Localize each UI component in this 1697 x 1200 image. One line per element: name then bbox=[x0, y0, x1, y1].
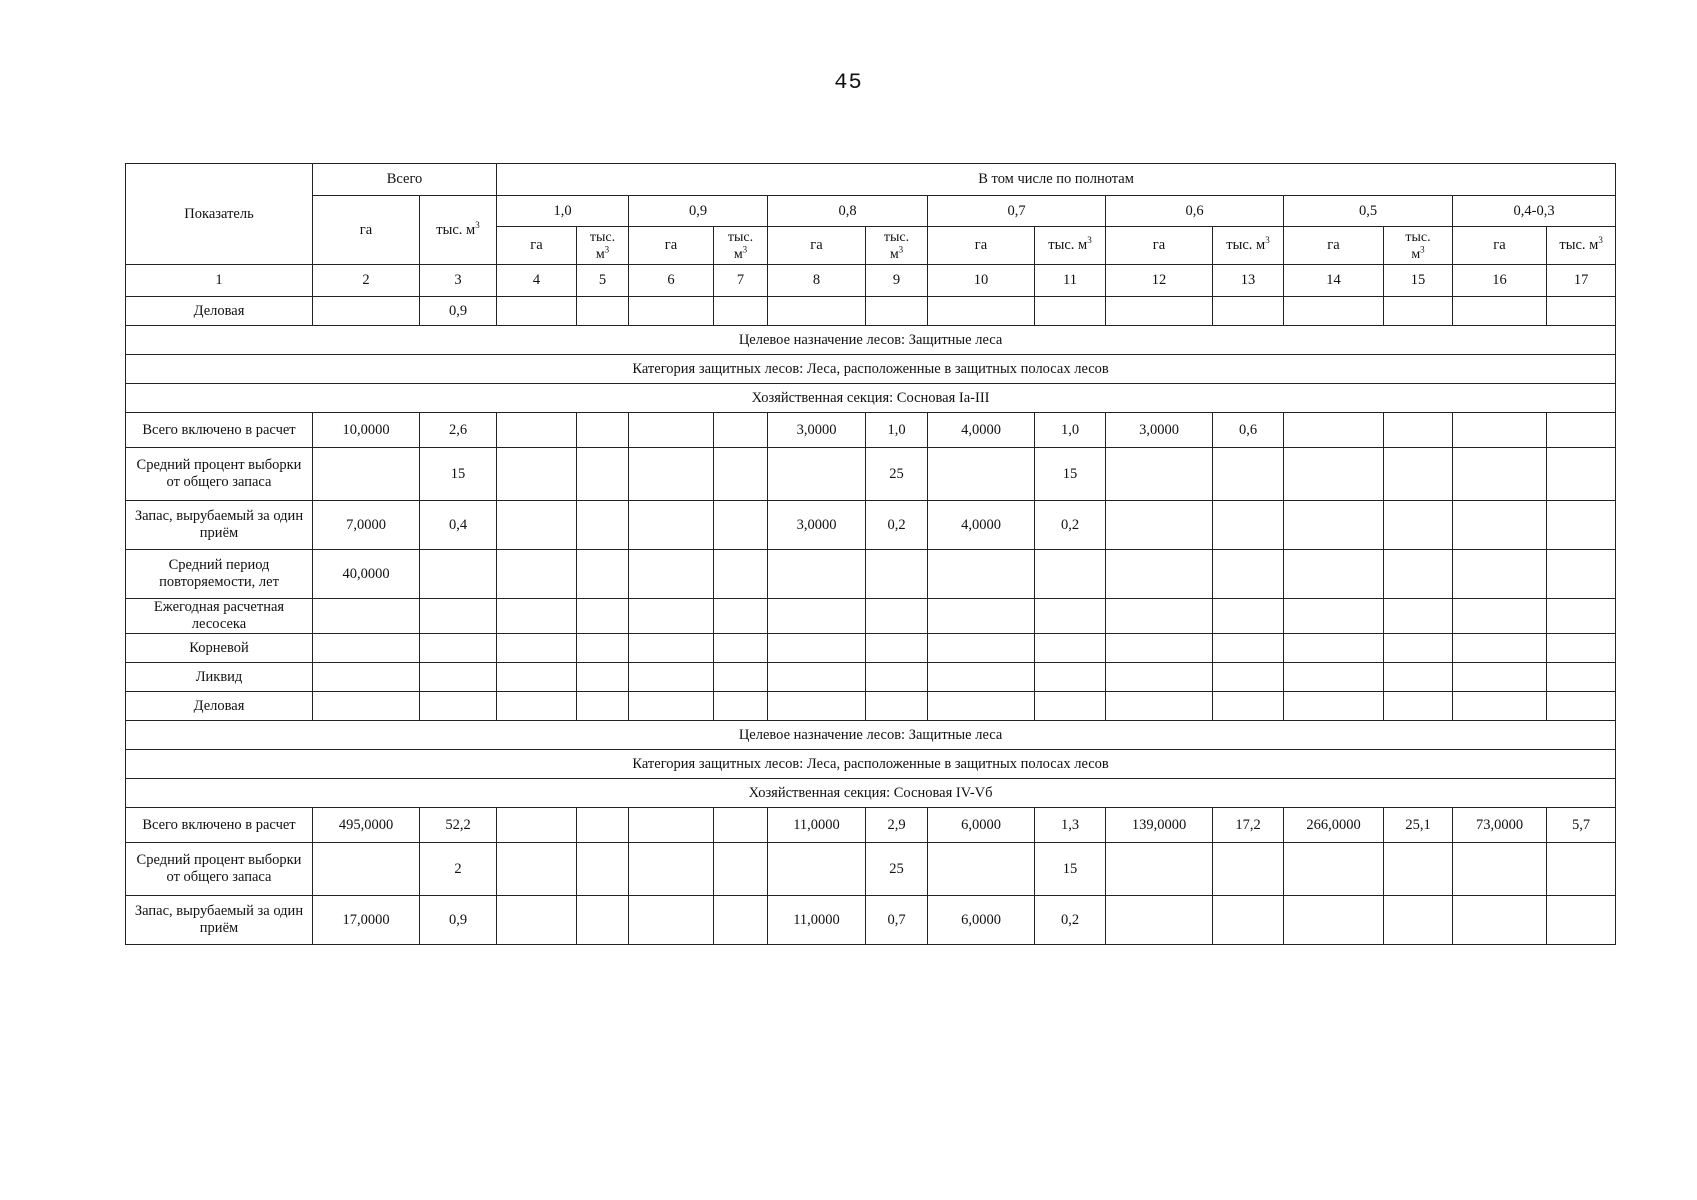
table-cell bbox=[1284, 663, 1384, 692]
section-title: Целевое назначение лесов: Защитные леса bbox=[126, 721, 1616, 750]
table-cell bbox=[1284, 634, 1384, 663]
table-cell bbox=[577, 808, 629, 843]
table-row bbox=[126, 634, 1616, 663]
row-label: Ежегодная расчетная лесосека bbox=[126, 599, 313, 634]
table-cell: 15 bbox=[1035, 448, 1106, 501]
table-cell bbox=[1384, 501, 1453, 550]
section-title: Хозяйственная секция: Сосновая IV-Vб bbox=[126, 779, 1616, 808]
table-cell bbox=[629, 448, 714, 501]
table-cell bbox=[1453, 599, 1547, 634]
table-cell bbox=[928, 448, 1035, 501]
table-cell bbox=[629, 501, 714, 550]
unit-volume-header: тыс. $м^3$ bbox=[866, 227, 928, 265]
table-cell bbox=[629, 634, 714, 663]
table-cell bbox=[577, 843, 629, 896]
table-cell bbox=[1547, 413, 1616, 448]
table-cell: 52,2 bbox=[420, 808, 497, 843]
table-cell bbox=[1213, 550, 1284, 599]
row-label: Запас, вырубаемый за один приём bbox=[126, 896, 313, 945]
unit-ha-header: га bbox=[1453, 227, 1547, 265]
unit-ha-header: га bbox=[629, 227, 714, 265]
table-cell bbox=[1547, 297, 1616, 326]
table-cell bbox=[497, 634, 577, 663]
column-number: 5 bbox=[577, 265, 629, 297]
row-label: Деловая bbox=[126, 692, 313, 721]
table-cell bbox=[1213, 448, 1284, 501]
table-row bbox=[126, 896, 1616, 945]
table-cell bbox=[1035, 297, 1106, 326]
table-cell bbox=[1213, 599, 1284, 634]
density-header: 0,4-0,3 bbox=[1453, 196, 1616, 227]
table-cell bbox=[714, 808, 768, 843]
table-cell bbox=[1106, 448, 1213, 501]
density-header: 1,0 bbox=[497, 196, 629, 227]
table-cell: 25 bbox=[866, 448, 928, 501]
table-cell bbox=[577, 692, 629, 721]
table-cell bbox=[577, 599, 629, 634]
table-cell bbox=[497, 550, 577, 599]
table-cell bbox=[1453, 448, 1547, 501]
table-cell bbox=[1106, 550, 1213, 599]
page-number: 45 bbox=[834, 70, 863, 95]
table-cell bbox=[497, 896, 577, 945]
table-cell: 5,7 bbox=[1547, 808, 1616, 843]
table-cell bbox=[629, 663, 714, 692]
table-row bbox=[126, 550, 1616, 599]
table-cell bbox=[1213, 501, 1284, 550]
table-cell bbox=[1284, 843, 1384, 896]
table-cell bbox=[1106, 501, 1213, 550]
table-cell bbox=[928, 663, 1035, 692]
row-label: Деловая bbox=[126, 297, 313, 326]
table-cell bbox=[629, 297, 714, 326]
table-cell bbox=[577, 413, 629, 448]
table-cell bbox=[313, 634, 420, 663]
table-cell bbox=[866, 634, 928, 663]
table-cell: 40,0000 bbox=[313, 550, 420, 599]
table-cell bbox=[1106, 599, 1213, 634]
table-cell bbox=[629, 692, 714, 721]
table-cell bbox=[928, 843, 1035, 896]
table-cell bbox=[1453, 634, 1547, 663]
table-cell bbox=[1035, 663, 1106, 692]
table-cell bbox=[1213, 692, 1284, 721]
column-number: 7 bbox=[714, 265, 768, 297]
table-cell bbox=[497, 663, 577, 692]
table-cell bbox=[497, 599, 577, 634]
table-cell: 0,2 bbox=[866, 501, 928, 550]
table-cell bbox=[714, 692, 768, 721]
table-cell bbox=[866, 297, 928, 326]
table-cell bbox=[1213, 663, 1284, 692]
table-cell bbox=[1547, 634, 1616, 663]
column-number: 11 bbox=[1035, 265, 1106, 297]
table-cell bbox=[714, 896, 768, 945]
density-header: 0,5 bbox=[1284, 196, 1453, 227]
table-cell bbox=[928, 297, 1035, 326]
table-cell: 3,0000 bbox=[768, 501, 866, 550]
table-cell bbox=[1547, 663, 1616, 692]
table-cell: 0,9 bbox=[420, 896, 497, 945]
table-cell: 266,0000 bbox=[1284, 808, 1384, 843]
table-cell bbox=[629, 843, 714, 896]
section-row bbox=[126, 355, 1616, 384]
table-cell bbox=[1547, 599, 1616, 634]
table-cell: 0,2 bbox=[1035, 501, 1106, 550]
table-cell bbox=[1547, 843, 1616, 896]
table-cell: 495,0000 bbox=[313, 808, 420, 843]
column-number: 1 bbox=[126, 265, 313, 297]
table-cell bbox=[313, 663, 420, 692]
table-cell bbox=[1384, 448, 1453, 501]
table-cell: 0,6 bbox=[1213, 413, 1284, 448]
unit-volume-header: тыс. $м^3$ bbox=[577, 227, 629, 265]
unit-ha-header: га bbox=[497, 227, 577, 265]
table-cell bbox=[1284, 448, 1384, 501]
table-cell bbox=[577, 663, 629, 692]
table-cell bbox=[497, 808, 577, 843]
table-cell bbox=[1453, 843, 1547, 896]
table-cell bbox=[928, 634, 1035, 663]
table-cell bbox=[497, 692, 577, 721]
table-cell bbox=[1035, 599, 1106, 634]
table-cell bbox=[1213, 843, 1284, 896]
table-cell bbox=[1106, 896, 1213, 945]
table-cell bbox=[1547, 896, 1616, 945]
density-header: 0,9 bbox=[629, 196, 768, 227]
table-cell bbox=[1384, 413, 1453, 448]
table-cell bbox=[420, 550, 497, 599]
table-row bbox=[126, 843, 1616, 896]
table-cell bbox=[1547, 501, 1616, 550]
table-cell bbox=[866, 663, 928, 692]
section-row bbox=[126, 384, 1616, 413]
table-cell bbox=[928, 599, 1035, 634]
unit-volume-header: тыс. $м^3$ bbox=[1547, 227, 1616, 265]
unit-volume-header: тыс. $м^3$ bbox=[1213, 227, 1284, 265]
table-cell bbox=[714, 413, 768, 448]
table-cell: 15 bbox=[420, 448, 497, 501]
section-row bbox=[126, 750, 1616, 779]
table-cell: 2,6 bbox=[420, 413, 497, 448]
table-cell bbox=[313, 692, 420, 721]
table-row bbox=[126, 599, 1616, 634]
table-cell bbox=[1106, 634, 1213, 663]
table-cell bbox=[1284, 896, 1384, 945]
table-cell bbox=[1284, 297, 1384, 326]
density-header: 0,6 bbox=[1106, 196, 1284, 227]
table-cell bbox=[768, 599, 866, 634]
table-cell bbox=[1384, 599, 1453, 634]
section-title: Целевое назначение лесов: Защитные леса bbox=[126, 326, 1616, 355]
table-cell bbox=[420, 692, 497, 721]
table-cell: 1,0 bbox=[866, 413, 928, 448]
table-cell bbox=[629, 808, 714, 843]
table-cell: 6,0000 bbox=[928, 808, 1035, 843]
table-row bbox=[126, 501, 1616, 550]
table-cell: 1,0 bbox=[1035, 413, 1106, 448]
table-cell bbox=[497, 448, 577, 501]
table-cell bbox=[577, 550, 629, 599]
table-cell: 6,0000 bbox=[928, 896, 1035, 945]
unit-volume-header: тыс. $м^3$ bbox=[714, 227, 768, 265]
table-cell bbox=[1213, 297, 1284, 326]
density-header: 0,7 bbox=[928, 196, 1106, 227]
table-cell bbox=[313, 297, 420, 326]
column-number: 2 bbox=[313, 265, 420, 297]
table-cell bbox=[1213, 634, 1284, 663]
table-cell bbox=[497, 843, 577, 896]
column-number: 9 bbox=[866, 265, 928, 297]
table-cell bbox=[866, 599, 928, 634]
table-cell bbox=[768, 843, 866, 896]
row-label: Средний период повторяемости, лет bbox=[126, 550, 313, 599]
table-row bbox=[126, 413, 1616, 448]
table-cell bbox=[1453, 501, 1547, 550]
table-cell bbox=[1213, 896, 1284, 945]
table-cell bbox=[1106, 843, 1213, 896]
table-cell bbox=[768, 297, 866, 326]
table-cell bbox=[1453, 896, 1547, 945]
table-cell bbox=[1384, 550, 1453, 599]
table-cell: 25,1 bbox=[1384, 808, 1453, 843]
table-cell: 25 bbox=[866, 843, 928, 896]
row-label: Всего включено в расчет bbox=[126, 413, 313, 448]
table-cell: 4,0000 bbox=[928, 501, 1035, 550]
table-cell bbox=[928, 692, 1035, 721]
table-cell: 10,0000 bbox=[313, 413, 420, 448]
table-cell: 11,0000 bbox=[768, 896, 866, 945]
table-cell bbox=[866, 692, 928, 721]
table-cell bbox=[313, 843, 420, 896]
row-label: Всего включено в расчет bbox=[126, 808, 313, 843]
table-cell bbox=[1284, 599, 1384, 634]
indicator-header: Показатель bbox=[126, 164, 313, 265]
table-row bbox=[126, 297, 1616, 326]
table-cell: 0,4 bbox=[420, 501, 497, 550]
table-cell bbox=[577, 448, 629, 501]
row-label: Ликвид bbox=[126, 663, 313, 692]
allowable-cut-table bbox=[125, 163, 1616, 945]
section-row bbox=[126, 721, 1616, 750]
column-number: 16 bbox=[1453, 265, 1547, 297]
table-cell bbox=[577, 501, 629, 550]
table-row bbox=[126, 692, 1616, 721]
table-cell: 0,7 bbox=[866, 896, 928, 945]
table-cell bbox=[497, 501, 577, 550]
unit-volume-header: тыс. $м^3$ bbox=[1384, 227, 1453, 265]
row-label: Средний процент выборки от общего запаса bbox=[126, 448, 313, 501]
table-cell bbox=[1284, 501, 1384, 550]
table-cell bbox=[497, 413, 577, 448]
unit-ha-header: га bbox=[1106, 227, 1213, 265]
table-cell bbox=[1035, 550, 1106, 599]
table-cell bbox=[1384, 663, 1453, 692]
column-number: 6 bbox=[629, 265, 714, 297]
table-cell bbox=[313, 448, 420, 501]
section-title: Категория защитных лесов: Леса, расположенные в защитных полосах лесов bbox=[126, 750, 1616, 779]
table-cell bbox=[928, 550, 1035, 599]
table-cell bbox=[714, 501, 768, 550]
table-cell bbox=[1453, 550, 1547, 599]
table-cell bbox=[714, 843, 768, 896]
column-number: 12 bbox=[1106, 265, 1213, 297]
table-cell bbox=[1547, 550, 1616, 599]
column-number: 14 bbox=[1284, 265, 1384, 297]
table-cell: 3,0000 bbox=[1106, 413, 1213, 448]
table-cell bbox=[768, 663, 866, 692]
table-cell bbox=[714, 297, 768, 326]
density-header: 0,8 bbox=[768, 196, 928, 227]
table-row bbox=[126, 663, 1616, 692]
table-cell bbox=[1106, 692, 1213, 721]
table-cell bbox=[714, 634, 768, 663]
table-cell: 4,0000 bbox=[928, 413, 1035, 448]
column-number: 8 bbox=[768, 265, 866, 297]
table-cell: 0,2 bbox=[1035, 896, 1106, 945]
by-density-header: В том числе по полнотам bbox=[497, 164, 1616, 196]
table-cell: 15 bbox=[1035, 843, 1106, 896]
section-title: Хозяйственная секция: Сосновая Ia-III bbox=[126, 384, 1616, 413]
column-number: 4 bbox=[497, 265, 577, 297]
table-cell bbox=[497, 297, 577, 326]
table-row bbox=[126, 448, 1616, 501]
table-cell bbox=[629, 599, 714, 634]
table-cell: 7,0000 bbox=[313, 501, 420, 550]
column-number: 13 bbox=[1213, 265, 1284, 297]
table-cell bbox=[577, 896, 629, 945]
table-cell bbox=[1284, 692, 1384, 721]
table-cell: 139,0000 bbox=[1106, 808, 1213, 843]
table-cell: 17,2 bbox=[1213, 808, 1284, 843]
column-number: 17 bbox=[1547, 265, 1616, 297]
table-cell: 73,0000 bbox=[1453, 808, 1547, 843]
table-cell bbox=[866, 550, 928, 599]
unit-ha-header: га bbox=[768, 227, 866, 265]
unit-ha-header: га bbox=[928, 227, 1035, 265]
table-cell bbox=[1453, 297, 1547, 326]
row-label: Корневой bbox=[126, 634, 313, 663]
table-cell bbox=[420, 599, 497, 634]
table-cell bbox=[313, 599, 420, 634]
table-cell: 2 bbox=[420, 843, 497, 896]
column-number: 15 bbox=[1384, 265, 1453, 297]
row-label: Запас, вырубаемый за один приём bbox=[126, 501, 313, 550]
table-cell bbox=[1035, 634, 1106, 663]
table-cell bbox=[629, 896, 714, 945]
table-cell bbox=[714, 550, 768, 599]
table-cell bbox=[1384, 634, 1453, 663]
table-row bbox=[126, 808, 1616, 843]
table-cell bbox=[1384, 896, 1453, 945]
table-cell bbox=[1284, 550, 1384, 599]
table-cell bbox=[1035, 692, 1106, 721]
table-cell bbox=[714, 448, 768, 501]
column-number: 3 bbox=[420, 265, 497, 297]
table-cell bbox=[714, 663, 768, 692]
table-cell bbox=[1453, 413, 1547, 448]
table-cell bbox=[768, 634, 866, 663]
table-cell: 2,9 bbox=[866, 808, 928, 843]
unit-ha-header: га bbox=[1284, 227, 1384, 265]
table-cell: 1,3 bbox=[1035, 808, 1106, 843]
table-cell: 11,0000 bbox=[768, 808, 866, 843]
table-cell bbox=[714, 599, 768, 634]
total-header: Всего bbox=[313, 164, 497, 196]
row-label: Средний процент выборки от общего запаса bbox=[126, 843, 313, 896]
table-cell bbox=[768, 692, 866, 721]
unit-volume-header: тыс. $м^3$ bbox=[1035, 227, 1106, 265]
table-cell bbox=[1453, 663, 1547, 692]
table-cell bbox=[1384, 692, 1453, 721]
table-cell bbox=[629, 550, 714, 599]
table-cell bbox=[577, 634, 629, 663]
table-cell: 0,9 bbox=[420, 297, 497, 326]
table-cell bbox=[1106, 297, 1213, 326]
section-row bbox=[126, 779, 1616, 808]
table-cell bbox=[1453, 692, 1547, 721]
table-cell bbox=[768, 550, 866, 599]
table-cell bbox=[629, 413, 714, 448]
table-cell bbox=[420, 663, 497, 692]
table-cell bbox=[768, 448, 866, 501]
table-cell: 3,0000 bbox=[768, 413, 866, 448]
table-cell bbox=[1384, 297, 1453, 326]
total-volume-header: тыс. $м^3$ bbox=[420, 196, 497, 265]
table-cell bbox=[1547, 692, 1616, 721]
table-cell bbox=[577, 297, 629, 326]
total-ha-header: га bbox=[313, 196, 420, 265]
section-row bbox=[126, 326, 1616, 355]
table-cell: 17,0000 bbox=[313, 896, 420, 945]
table-cell bbox=[420, 634, 497, 663]
table-cell bbox=[1284, 413, 1384, 448]
table-cell bbox=[1106, 663, 1213, 692]
table-cell bbox=[1384, 843, 1453, 896]
table-cell bbox=[1547, 448, 1616, 501]
section-title: Категория защитных лесов: Леса, расположенные в защитных полосах лесов bbox=[126, 355, 1616, 384]
column-number: 10 bbox=[928, 265, 1035, 297]
